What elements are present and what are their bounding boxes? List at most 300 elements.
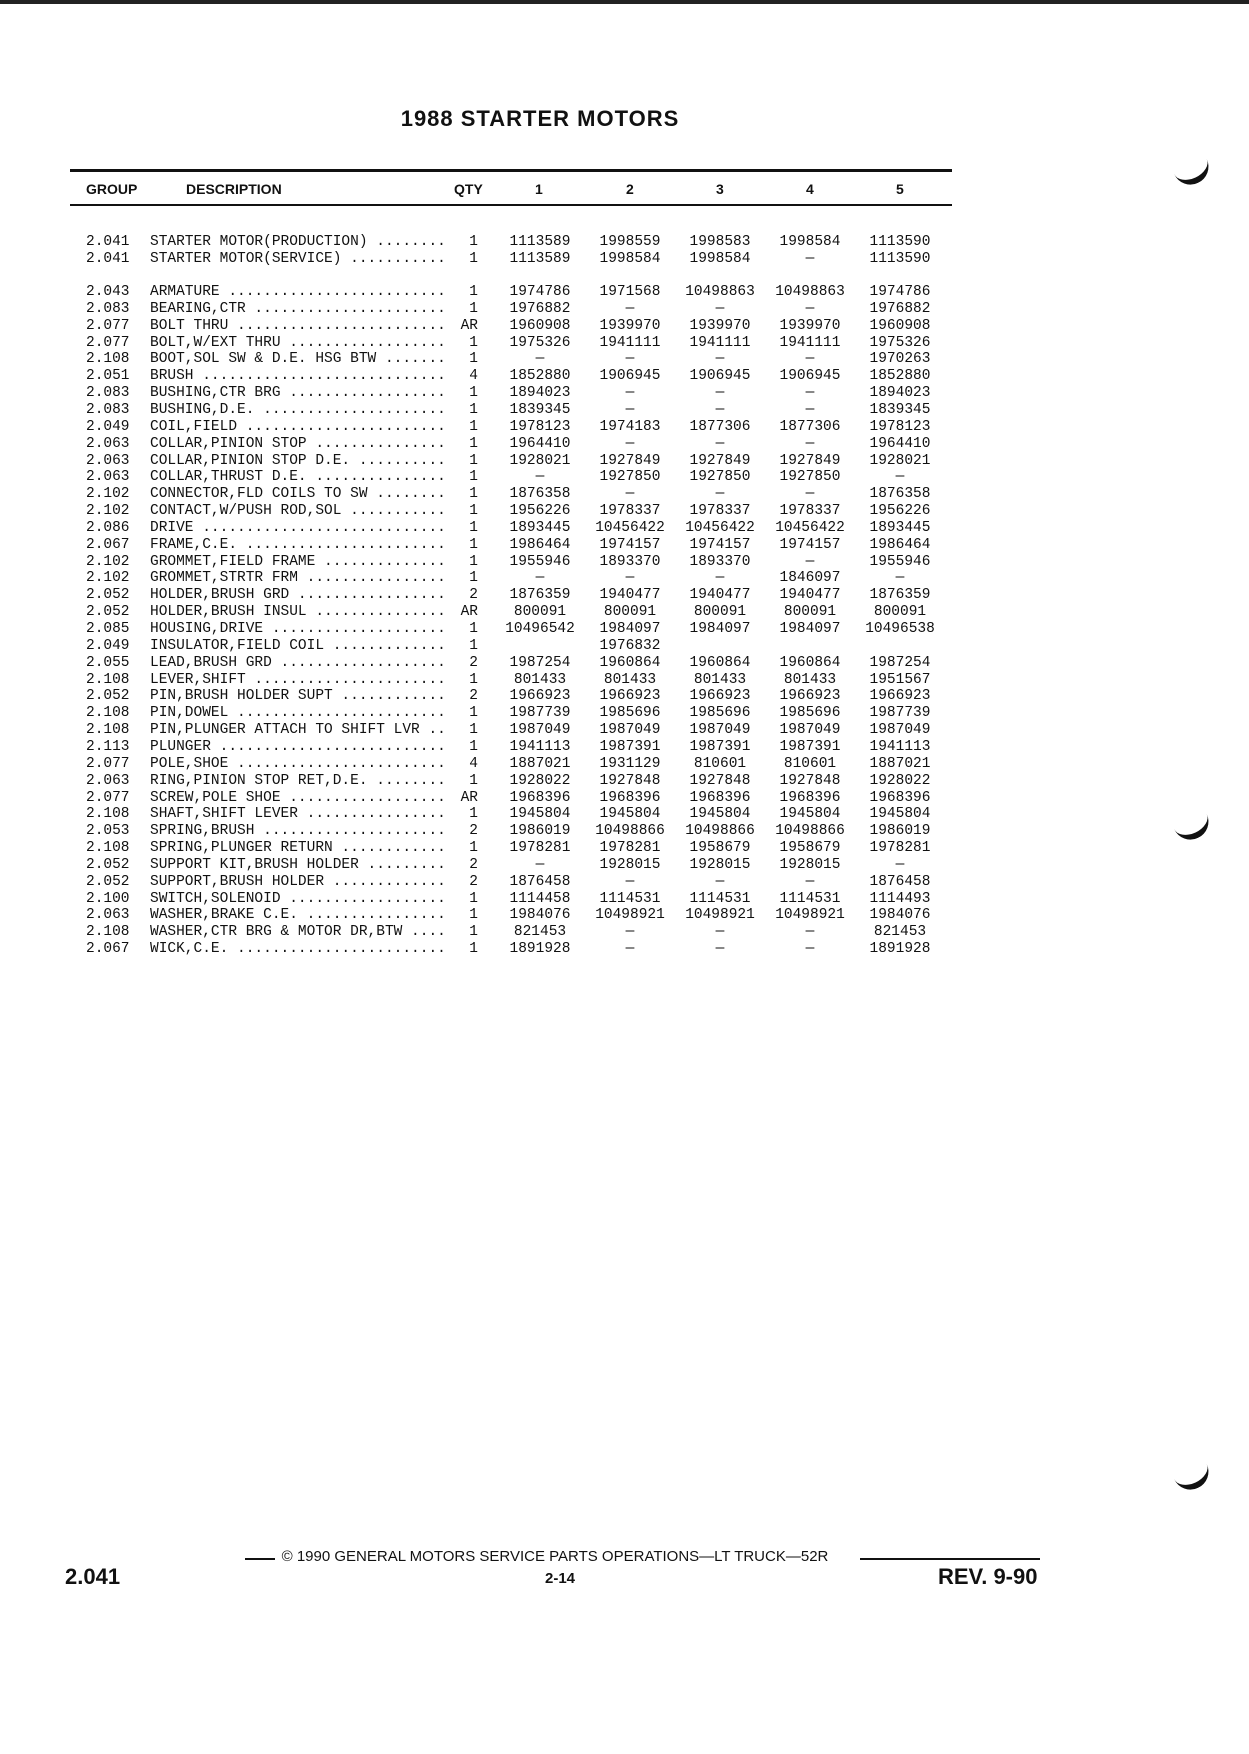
group-number: 2.067 (86, 536, 130, 553)
part-number-col-2: — (625, 300, 635, 317)
part-quantity: 1 (469, 300, 478, 317)
part-number-col-1: 1891928 (509, 941, 571, 958)
group-number: 2.083 (86, 300, 130, 317)
part-number-col-4: 1846097 (779, 570, 841, 587)
part-quantity: 1 (469, 385, 478, 402)
group-number: 2.063 (86, 452, 130, 469)
footer-rule-right (860, 1558, 1040, 1560)
group-number: 2.100 (86, 890, 130, 907)
page-title: 1988 STARTER MOTORS (400, 106, 680, 131)
group-number: 2.108 (86, 806, 130, 823)
part-number-col-2: 1974183 (599, 418, 661, 435)
part-number-col-2: 1976832 (599, 637, 661, 654)
part-number-col-1: 1956226 (509, 503, 571, 520)
part-quantity: 1 (469, 553, 478, 570)
part-number-col-5: 10496538 (865, 621, 935, 637)
part-description: SPRING,PLUNGER RETURN ............ (150, 840, 446, 857)
part-description: PIN,BRUSH HOLDER SUPT ............ (150, 688, 446, 705)
part-number-col-1: 1876458 (509, 873, 571, 890)
part-number-col-2: — (625, 401, 635, 418)
part-number-col-1: 1968396 (509, 789, 571, 806)
part-quantity: 1 (469, 401, 478, 418)
part-number-col-3: — (715, 401, 725, 418)
part-number-col-4: — (805, 300, 815, 317)
group-number: 2.063 (86, 772, 130, 789)
part-number-col-1: — (535, 351, 545, 368)
header-description: DESCRIPTION (186, 181, 282, 197)
part-description: SUPPORT KIT,BRUSH HOLDER ......... (150, 856, 446, 873)
part-number-col-3: 1968396 (689, 789, 751, 806)
part-number-col-2: 10456422 (595, 519, 665, 536)
part-number-col-2: 1931129 (599, 755, 661, 772)
part-description: GROMMET,STRTR FRM ................ (150, 570, 446, 587)
part-description: HOLDER,BRUSH INSUL ............... (150, 604, 446, 621)
part-number-col-4: 1968396 (779, 789, 841, 806)
part-number-col-5: 1987254 (869, 654, 931, 671)
part-number-col-2: 1984097 (599, 621, 661, 637)
part-description: HOLDER,BRUSH GRD ................. (150, 587, 446, 604)
group-number: 2.063 (86, 469, 130, 486)
part-number-col-3: — (715, 924, 725, 941)
part-description: GROMMET,FIELD FRAME .............. (150, 553, 446, 570)
part-number-col-3: 1941111 (689, 334, 751, 351)
part-number-col-4: — (805, 250, 815, 267)
part-number-col-1: 1987049 (509, 722, 571, 739)
header-col-3: 3 (716, 181, 724, 197)
part-number-col-5: 1987739 (869, 705, 931, 722)
part-number-col-1: 1893445 (509, 519, 571, 536)
part-number-col-4: 10498863 (775, 284, 845, 300)
part-number-col-4: 1960864 (779, 654, 841, 671)
part-number-col-2: 1939970 (599, 317, 661, 334)
part-quantity: AR (460, 789, 478, 806)
part-number-col-5: 1987049 (869, 722, 931, 739)
part-number-col-5: 1978123 (869, 418, 931, 435)
group-number: 2.077 (86, 755, 130, 772)
part-number-col-3: 1927848 (689, 772, 751, 789)
group-number: 2.108 (86, 722, 130, 739)
part-quantity: 4 (469, 368, 478, 385)
part-number-col-3: 1893370 (689, 553, 751, 570)
part-number-col-2: — (625, 941, 635, 958)
group-number: 2.052 (86, 856, 130, 873)
part-quantity: 1 (469, 722, 478, 739)
part-quantity: 1 (469, 621, 478, 637)
part-number-col-4: 1984097 (779, 621, 841, 637)
part-quantity: 1 (469, 890, 478, 907)
part-number-col-2: — (625, 486, 635, 503)
part-number-col-4: 1958679 (779, 840, 841, 857)
group-number: 2.077 (86, 789, 130, 806)
group-number: 2.051 (86, 368, 130, 385)
part-description: SPRING,BRUSH ..................... (150, 823, 446, 840)
part-number-col-5: 1876359 (869, 587, 931, 604)
part-number-col-1: 1928022 (509, 772, 571, 789)
group-number: 2.052 (86, 873, 130, 890)
part-number-col-5: 1986464 (869, 536, 931, 553)
part-number-col-1: 801433 (513, 671, 567, 688)
part-number-col-3: 1974157 (689, 536, 751, 553)
part-number-col-2: 1927849 (599, 452, 661, 469)
part-number-col-5: 1945804 (869, 806, 931, 823)
part-number-col-5: 1891928 (869, 941, 931, 958)
part-number-col-1: 1964410 (509, 435, 571, 452)
part-number-col-2: 1945804 (599, 806, 661, 823)
part-description: CONTACT,W/PUSH ROD,SOL ........... (150, 503, 446, 520)
part-number-col-5: 1976882 (869, 300, 931, 317)
group-number: 2.108 (86, 671, 130, 688)
part-quantity: 1 (469, 941, 478, 958)
part-number-col-4: — (805, 435, 815, 452)
part-quantity: 1 (469, 435, 478, 452)
part-number-col-1: 1975326 (509, 334, 571, 351)
part-number-col-3: 800091 (693, 604, 747, 621)
header-col-4: 4 (806, 181, 814, 197)
part-number-col-1: 1986464 (509, 536, 571, 553)
part-number-col-2: 1971568 (599, 284, 661, 300)
part-description: COLLAR,THRUST D.E. ............... (150, 469, 446, 486)
part-number-col-3: 1958679 (689, 840, 751, 857)
part-description: RING,PINION STOP RET,D.E. ........ (150, 772, 446, 789)
part-number-col-4: 1998584 (779, 234, 841, 250)
group-number: 2.108 (86, 840, 130, 857)
part-description: BOOT,SOL SW & D.E. HSG BTW ....... (150, 351, 446, 368)
group-number: 2.083 (86, 401, 130, 418)
binder-hole-mark-icon (1172, 1459, 1215, 1496)
part-number-col-1: 1928021 (509, 452, 571, 469)
part-number-col-3: — (715, 873, 725, 890)
part-number-col-4: — (805, 486, 815, 503)
part-number-col-4: 1927849 (779, 452, 841, 469)
part-quantity: 2 (469, 873, 478, 890)
part-number-col-2: 10498866 (595, 823, 665, 840)
part-number-col-3: 10456422 (685, 519, 755, 536)
part-description: BEARING,CTR ...................... (150, 300, 446, 317)
part-number-col-5: 1839345 (869, 401, 931, 418)
group-number: 2.102 (86, 570, 130, 587)
part-number-col-2: 1987391 (599, 738, 661, 755)
part-description: LEVER,SHIFT ...................... (150, 671, 446, 688)
group-number: 2.085 (86, 621, 130, 637)
part-number-col-2: 1998559 (599, 234, 661, 250)
part-number-col-2: 800091 (603, 604, 657, 621)
part-number-col-4: — (805, 401, 815, 418)
part-description: SHAFT,SHIFT LEVER ................ (150, 806, 446, 823)
part-number-col-1: 1887021 (509, 755, 571, 772)
part-description: BOLT,W/EXT THRU .................. (150, 334, 446, 351)
part-quantity: 1 (469, 806, 478, 823)
part-number-col-5: — (895, 570, 905, 587)
group-number: 2.052 (86, 587, 130, 604)
part-number-col-4: 1985696 (779, 705, 841, 722)
part-number-col-4: — (805, 385, 815, 402)
part-quantity: 1 (469, 637, 478, 654)
part-quantity: 1 (469, 469, 478, 486)
part-number-col-2: 1985696 (599, 705, 661, 722)
part-number-col-4: 1974157 (779, 536, 841, 553)
part-number-col-2: 1998584 (599, 250, 661, 267)
group-number: 2.052 (86, 604, 130, 621)
part-quantity: 1 (469, 772, 478, 789)
part-description: SUPPORT,BRUSH HOLDER ............. (150, 873, 446, 890)
part-number-col-4: 10456422 (775, 519, 845, 536)
part-number-col-1: 1945804 (509, 806, 571, 823)
part-quantity: 1 (469, 924, 478, 941)
part-number-col-3: 1987391 (689, 738, 751, 755)
part-number-col-2: 1978281 (599, 840, 661, 857)
part-number-col-5: 1986019 (869, 823, 931, 840)
part-number-col-4: 1987391 (779, 738, 841, 755)
part-number-col-2: 1987049 (599, 722, 661, 739)
part-number-col-3: — (715, 435, 725, 452)
part-quantity: 1 (469, 486, 478, 503)
header-top-rule (70, 169, 952, 172)
part-number-col-2: 1941111 (599, 334, 661, 351)
part-number-col-5: 1975326 (869, 334, 931, 351)
header-col-2: 2 (626, 181, 634, 197)
part-number-col-1: 1978123 (509, 418, 571, 435)
part-number-col-5: 1894023 (869, 385, 931, 402)
part-number-col-4: 1978337 (779, 503, 841, 520)
part-number-col-4: 1928015 (779, 856, 841, 873)
group-number: 2.108 (86, 924, 130, 941)
part-number-col-3: 10498863 (685, 284, 755, 300)
part-description: COIL,FIELD ....................... (150, 418, 446, 435)
part-description: ARMATURE ......................... (150, 284, 446, 300)
part-quantity: 1 (469, 250, 478, 267)
part-number-col-1: — (535, 856, 545, 873)
part-number-col-3: — (715, 941, 725, 958)
group-number: 2.049 (86, 418, 130, 435)
part-number-col-4: 1927850 (779, 469, 841, 486)
part-number-col-5: 1974786 (869, 284, 931, 300)
part-number-col-1: 1113589 (509, 250, 571, 267)
part-number-col-4: — (805, 351, 815, 368)
part-description: PIN,DOWEL ........................ (150, 705, 446, 722)
header-qty: QTY (454, 181, 483, 197)
group-number: 2.108 (86, 351, 130, 368)
part-number-col-2: 1893370 (599, 553, 661, 570)
part-number-col-4: 801433 (783, 671, 837, 688)
part-number-col-1: 1876358 (509, 486, 571, 503)
part-number-col-1: 1984076 (509, 907, 571, 924)
part-number-col-5: 800091 (873, 604, 927, 621)
part-number-col-4: 1966923 (779, 688, 841, 705)
part-description: CONNECTOR,FLD COILS TO SW ........ (150, 486, 446, 503)
part-number-col-2: 1968396 (599, 789, 661, 806)
part-number-col-1: 1955946 (509, 553, 571, 570)
part-number-col-5: 1928021 (869, 452, 931, 469)
group-number: 2.083 (86, 385, 130, 402)
part-number-col-4: 1877306 (779, 418, 841, 435)
part-description: COLLAR,PINION STOP ............... (150, 435, 446, 452)
part-number-col-4: — (805, 924, 815, 941)
part-number-col-5: 1928022 (869, 772, 931, 789)
part-number-col-3: 1927850 (689, 469, 751, 486)
part-number-col-2: 1978337 (599, 503, 661, 520)
part-number-col-4: — (805, 941, 815, 958)
part-number-col-1: 1987254 (509, 654, 571, 671)
part-number-col-1: 1113589 (509, 234, 571, 250)
part-number-col-2: — (625, 570, 635, 587)
part-number-col-1: 1839345 (509, 401, 571, 418)
part-number-col-2: 1960864 (599, 654, 661, 671)
part-description: BRUSH ............................ (150, 368, 446, 385)
part-number-col-2: 1974157 (599, 536, 661, 553)
group-number: 2.049 (86, 637, 130, 654)
group-number: 2.102 (86, 486, 130, 503)
part-number-col-3: 1927849 (689, 452, 751, 469)
part-quantity: 1 (469, 705, 478, 722)
part-number-col-4: 10498921 (775, 907, 845, 924)
part-number-col-3: 1877306 (689, 418, 751, 435)
part-number-col-4: 1941111 (779, 334, 841, 351)
part-number-col-3: 801433 (693, 671, 747, 688)
part-number-col-5: 1941113 (869, 738, 931, 755)
part-description: STARTER MOTOR(SERVICE) ........... (150, 250, 446, 267)
part-number-col-1: 1966923 (509, 688, 571, 705)
footer-page-number: 2-14 (544, 1570, 576, 1587)
part-number-col-1: 1987739 (509, 705, 571, 722)
part-number-col-3: 1939970 (689, 317, 751, 334)
part-number-col-3: 1928015 (689, 856, 751, 873)
part-number-col-4: — (805, 873, 815, 890)
part-number-col-5: 1951567 (869, 671, 931, 688)
part-number-col-4: 810601 (783, 755, 837, 772)
part-number-col-1: 1114458 (509, 890, 571, 907)
part-description: WICK,C.E. ........................ (150, 941, 446, 958)
part-number-col-3: 1985696 (689, 705, 751, 722)
footer-copyright: © 1990 GENERAL MOTORS SERVICE PARTS OPERATIONS—LT TRUCK—52R (281, 1548, 829, 1565)
part-number-col-5: 1960908 (869, 317, 931, 334)
group-number: 2.113 (86, 738, 130, 755)
part-number-col-4: 1945804 (779, 806, 841, 823)
header-bottom-rule (70, 204, 952, 206)
part-number-col-4: — (805, 553, 815, 570)
group-number: 2.041 (86, 234, 130, 250)
part-quantity: 1 (469, 671, 478, 688)
part-quantity: 2 (469, 823, 478, 840)
binder-hole-mark-icon (1172, 809, 1215, 846)
part-description: SWITCH,SOLENOID .................. (150, 890, 446, 907)
part-number-col-1: 1986019 (509, 823, 571, 840)
part-number-col-5: 1970263 (869, 351, 931, 368)
group-number: 2.102 (86, 503, 130, 520)
part-number-col-3: 810601 (693, 755, 747, 772)
part-number-col-3: 1987049 (689, 722, 751, 739)
group-number: 2.067 (86, 941, 130, 958)
part-number-col-5: 821453 (873, 924, 927, 941)
footer-revision: REV. 9-90 (938, 1564, 1038, 1589)
part-number-col-5: 1893445 (869, 519, 931, 536)
part-number-col-2: — (625, 351, 635, 368)
part-number-col-3: 1906945 (689, 368, 751, 385)
part-number-col-3: 1114531 (689, 890, 751, 907)
part-quantity: 1 (469, 418, 478, 435)
part-number-col-2: 1927850 (599, 469, 661, 486)
part-number-col-2: 1966923 (599, 688, 661, 705)
part-number-col-5: 1978281 (869, 840, 931, 857)
part-number-col-3: — (715, 486, 725, 503)
part-number-col-1: 821453 (513, 924, 567, 941)
part-number-col-1: 800091 (513, 604, 567, 621)
part-number-col-4: 1987049 (779, 722, 841, 739)
part-number-col-4: 1940477 (779, 587, 841, 604)
group-number: 2.077 (86, 317, 130, 334)
part-quantity: 1 (469, 840, 478, 857)
part-number-col-2: 10498921 (595, 907, 665, 924)
part-number-col-1: 1852880 (509, 368, 571, 385)
group-number: 2.043 (86, 284, 130, 300)
part-number-col-1: 1876359 (509, 587, 571, 604)
part-description: COLLAR,PINION STOP D.E. .......... (150, 452, 446, 469)
part-number-col-2: — (625, 385, 635, 402)
binder-hole-mark-icon (1172, 154, 1215, 191)
part-number-col-4: 1114531 (779, 890, 841, 907)
part-number-col-3: 1966923 (689, 688, 751, 705)
part-number-col-2: — (625, 435, 635, 452)
part-description: BUSHING,CTR BRG .................. (150, 385, 446, 402)
part-quantity: 1 (469, 570, 478, 587)
group-number: 2.108 (86, 705, 130, 722)
part-number-col-5: 1113590 (869, 250, 931, 267)
footer-group-number: 2.041 (65, 1564, 121, 1589)
part-number-col-5: 1876358 (869, 486, 931, 503)
part-number-col-3: — (715, 300, 725, 317)
part-number-col-5: 1887021 (869, 755, 931, 772)
group-number: 2.102 (86, 553, 130, 570)
part-quantity: 1 (469, 334, 478, 351)
part-number-col-2: — (625, 873, 635, 890)
part-number-col-2: 1114531 (599, 890, 661, 907)
part-number-col-5: 1966923 (869, 688, 931, 705)
group-number: 2.063 (86, 435, 130, 452)
part-quantity: 1 (469, 234, 478, 250)
part-number-col-4: 800091 (783, 604, 837, 621)
part-quantity: 2 (469, 688, 478, 705)
part-number-col-1: 1976882 (509, 300, 571, 317)
part-number-col-3: 1940477 (689, 587, 751, 604)
part-description: BOLT THRU ........................ (150, 317, 446, 334)
part-quantity: 1 (469, 738, 478, 755)
part-number-col-3: 10498921 (685, 907, 755, 924)
part-quantity: 1 (469, 503, 478, 520)
part-number-col-5: 1964410 (869, 435, 931, 452)
header-col-5: 5 (896, 181, 904, 197)
part-number-col-3: 1998584 (689, 250, 751, 267)
part-quantity: 2 (469, 856, 478, 873)
part-number-col-4: 1927848 (779, 772, 841, 789)
part-number-col-1: 1894023 (509, 385, 571, 402)
part-quantity: 2 (469, 654, 478, 671)
part-description: STARTER MOTOR(PRODUCTION) ........ (150, 234, 446, 250)
part-quantity: AR (460, 317, 478, 334)
top-border-line (0, 0, 1249, 4)
part-quantity: 4 (469, 755, 478, 772)
part-number-col-4: 1906945 (779, 368, 841, 385)
part-number-col-5: 1114493 (869, 890, 931, 907)
part-number-col-1: 1978281 (509, 840, 571, 857)
part-number-col-1: 10496542 (505, 621, 575, 637)
group-number: 2.053 (86, 823, 130, 840)
part-description: POLE,SHOE ........................ (150, 755, 446, 772)
part-number-col-3: — (715, 351, 725, 368)
part-number-col-1: 1941113 (509, 738, 571, 755)
part-number-col-4: 10498866 (775, 823, 845, 840)
part-number-col-2: — (625, 924, 635, 941)
part-quantity: 1 (469, 536, 478, 553)
part-quantity: 1 (469, 351, 478, 368)
